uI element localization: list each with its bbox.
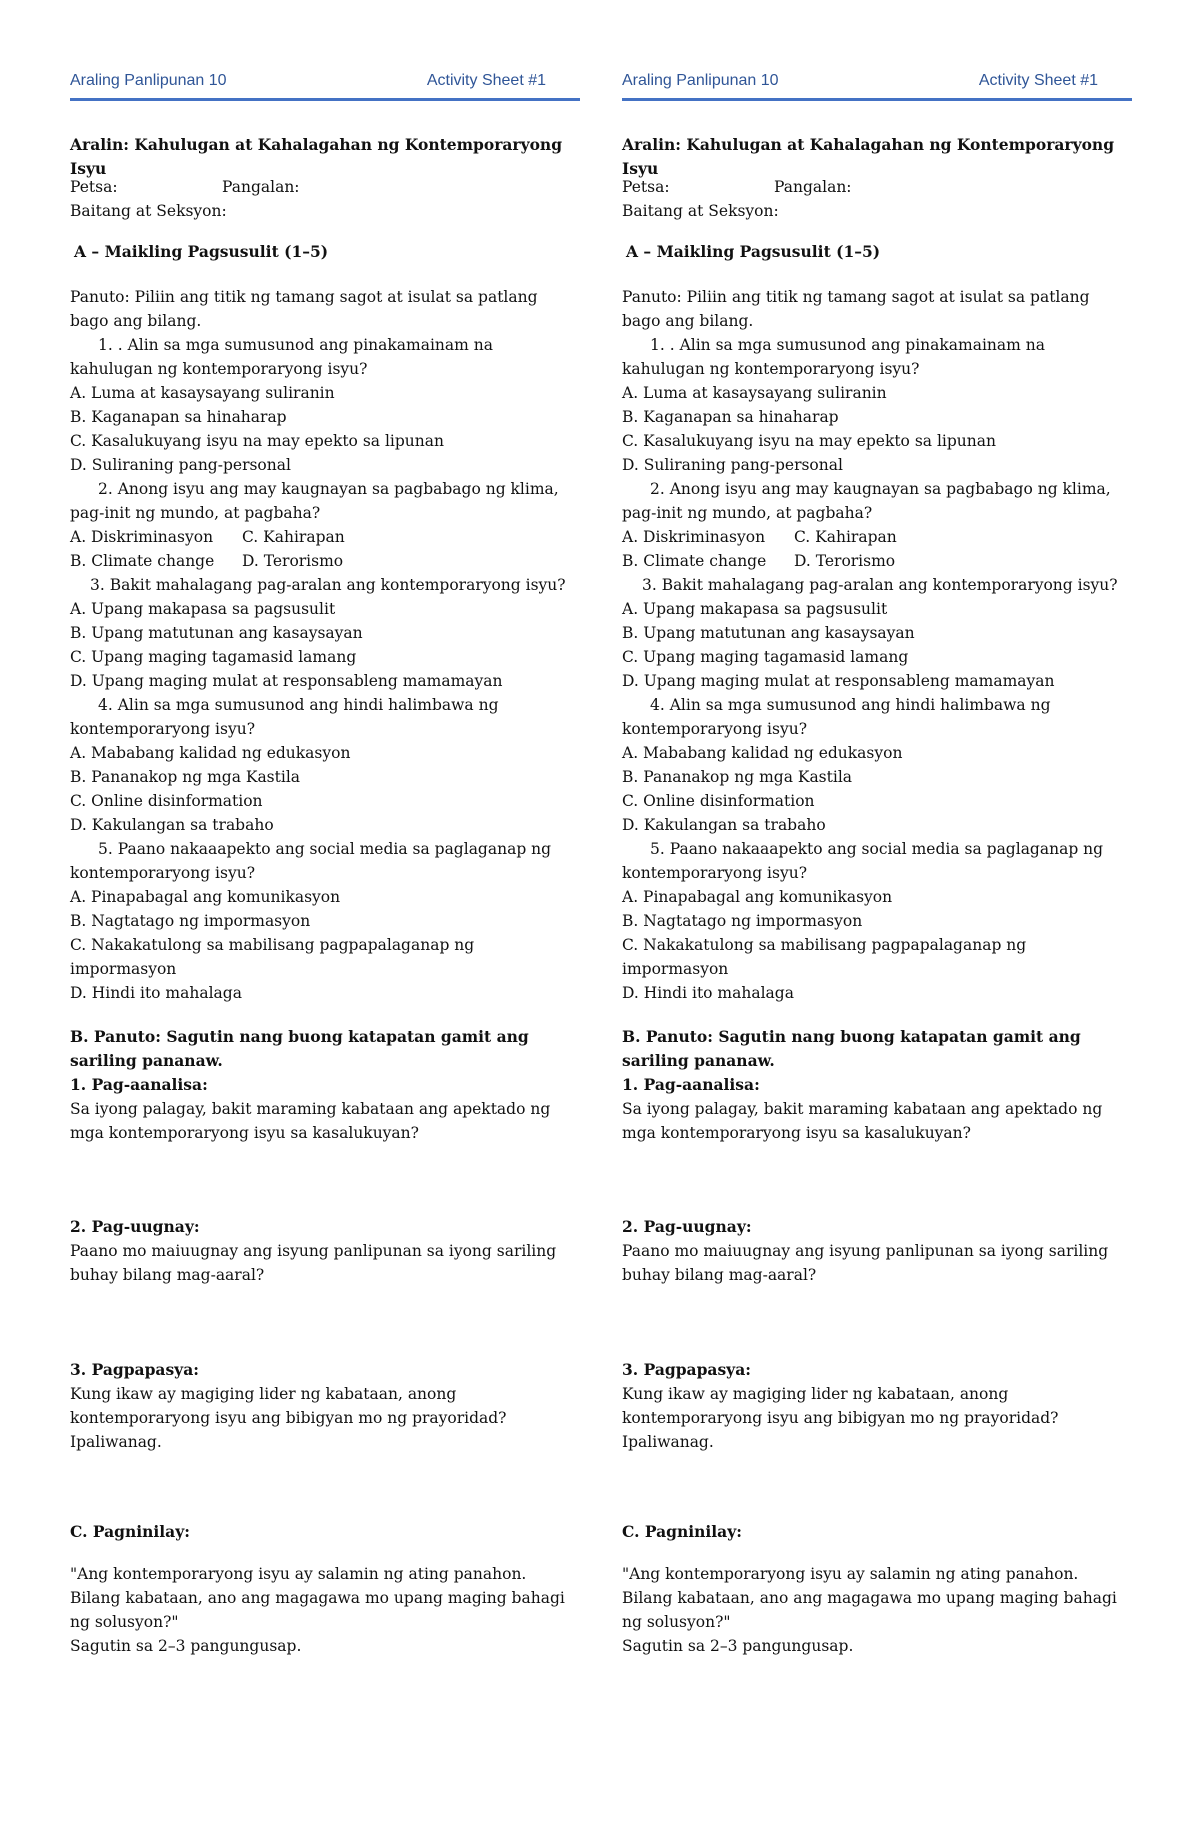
question-stem: 3. Bakit mahalagang pag-aralan ang kontemporaryong isyu?	[642, 576, 1118, 594]
activity-label: Activity Sheet #1	[978, 72, 1098, 89]
item-prompt: Kung ikaw ay magiging lider ng kabataan, anong kontemporaryong isyu ang bibigyan mo ng prayoridad?	[70, 1385, 507, 1427]
section-a-instructions: Panuto: Piliin ang titik ng tamang sagot at isulat sa patlang bago ang bilang.	[622, 288, 1090, 330]
choice: C. Kahirapan	[242, 528, 345, 546]
header-rule	[622, 98, 1132, 101]
question-stem: 1. . Alin sa mga sumusunod ang pinakamainam na kahulugan ng kontemporaryong isyu?	[70, 336, 493, 378]
item-prompt: Kung ikaw ay magiging lider ng kabataan, anong kontemporaryong isyu ang bibigyan mo ng prayoridad?	[622, 1385, 1059, 1427]
choice: C. Online disinformation	[622, 792, 815, 810]
choice: C. Upang maging tagamasid lamang	[70, 648, 357, 666]
choice: D. Suliraning pang-personal	[622, 456, 843, 474]
item-label: 2. Pag-uugnay:	[70, 1217, 200, 1236]
choice: A. Upang makapasa sa pagsusulit	[622, 600, 888, 618]
item-extra: Ipaliwanag.	[70, 1433, 162, 1451]
choice: B. Kaganapan sa hinaharap	[622, 408, 839, 426]
grade-section-label: Baitang at Seksyon:	[70, 202, 227, 220]
choice: C. Kasalukuyang isyu na may epekto sa lipunan	[70, 432, 444, 450]
choice: A. Mababang kalidad ng edukasyon	[70, 744, 351, 762]
choice: D. Hindi ito mahalaga	[70, 984, 242, 1002]
choice: C. Kasalukuyang isyu na may epekto sa lipunan	[622, 432, 996, 450]
question-stem: 5. Paano nakaaapekto ang social media sa paglaganap ng kontemporaryong isyu?	[622, 840, 1104, 882]
activity-label: Activity Sheet #1	[426, 72, 546, 89]
item-label: 2. Pag-uugnay:	[622, 1217, 752, 1236]
section-b-title: B. Panuto: Sagutin nang buong katapatan gamit ang sariling pananaw.	[622, 1027, 1081, 1070]
choice: A. Upang makapasa sa pagsusulit	[70, 600, 336, 618]
item-label: 1. Pag-aanalisa:	[70, 1075, 208, 1094]
choice: A. Diskriminasyon	[622, 528, 766, 546]
section-c	[622, 1520, 1132, 1658]
choice: C. Nakakatulong sa mabilisang pagpapalaganap ng impormasyon	[70, 936, 475, 978]
date-label: Petsa:	[622, 178, 670, 196]
section-b-item-3	[622, 1358, 1132, 1454]
choice: D. Kakulangan sa trabaho	[70, 816, 274, 834]
reflection-quote: "Ang kontemporaryong isyu ay salamin ng ating panahon. Bilang kabataan, ano ang magagawa mo upang maging bahagi ng solusyon?"	[70, 1565, 565, 1631]
page-header	[70, 72, 580, 98]
choice: B. Kaganapan sa hinaharap	[70, 408, 287, 426]
item-prompt: Paano mo maiuugnay ang isyung panlipunan sa iyong sariling buhay bilang mag-aaral?	[622, 1242, 1109, 1284]
choice: A. Pinapabagal ang komunikasyon	[70, 888, 341, 906]
choice: D. Suliraning pang-personal	[70, 456, 291, 474]
section-b-title: B. Panuto: Sagutin nang buong katapatan gamit ang sariling pananaw.	[70, 1027, 529, 1070]
grade-section-label: Baitang at Seksyon:	[622, 202, 779, 220]
choice: B. Climate change	[622, 552, 767, 570]
question-stem: 3. Bakit mahalagang pag-aralan ang kontemporaryong isyu?	[90, 576, 566, 594]
item-prompt: Sa iyong palagay, bakit maraming kabataan ang apektado ng mga kontemporaryong isyu sa kasalukuyan?	[622, 1100, 1103, 1142]
choice: B. Pananakop ng mga Kastila	[70, 768, 301, 786]
choice: B. Climate change	[70, 552, 215, 570]
item-label: 3. Pagpapasya:	[622, 1360, 751, 1379]
choice-row	[622, 549, 1132, 573]
section-b	[70, 1025, 580, 1145]
choice: D. Terorismo	[242, 552, 344, 570]
choice-row	[70, 525, 580, 549]
question-stem: 5. Paano nakaaapekto ang social media sa paglaganap ng kontemporaryong isyu?	[70, 840, 552, 882]
lesson-title: Aralin: Kahulugan at Kahalagahan ng Kontemporaryong Isyu	[622, 135, 1115, 178]
choice: B. Nagtatago ng impormasyon	[622, 912, 863, 930]
choice: A. Pinapabagal ang komunikasyon	[622, 888, 893, 906]
section-a-quiz	[70, 285, 580, 1005]
student-info	[622, 175, 1132, 223]
section-a-title: A – Maikling Pagsusulit (1–5)	[74, 242, 329, 261]
reflection-instruction: Sagutin sa 2–3 pangungusap.	[622, 1637, 854, 1655]
reflection-quote: "Ang kontemporaryong isyu ay salamin ng ating panahon. Bilang kabataan, ano ang magagawa mo upang maging bahagi ng solusyon?"	[622, 1565, 1117, 1631]
choice: D. Hindi ito mahalaga	[622, 984, 794, 1002]
choice-row	[622, 525, 1132, 549]
choice: A. Mababang kalidad ng edukasyon	[622, 744, 903, 762]
question-stem: 1. . Alin sa mga sumusunod ang pinakamainam na kahulugan ng kontemporaryong isyu?	[622, 336, 1045, 378]
choice: C. Upang maging tagamasid lamang	[622, 648, 909, 666]
question-stem: 2. Anong isyu ang may kaugnayan sa pagbabago ng klima, pag-init ng mundo, at pagbaha?	[622, 480, 1111, 522]
choice: B. Upang matutunan ang kasaysayan	[70, 624, 363, 642]
item-label: 1. Pag-aanalisa:	[622, 1075, 760, 1094]
choice: A. Diskriminasyon	[70, 528, 214, 546]
section-c-title: C. Pagninilay:	[70, 1522, 190, 1541]
subject-label: Araling Panlipunan 10	[70, 72, 227, 89]
section-b	[622, 1025, 1132, 1145]
choice: A. Luma at kasaysayang suliranin	[622, 384, 887, 402]
lesson-title: Aralin: Kahulugan at Kahalagahan ng Kontemporaryong Isyu	[70, 135, 563, 178]
choice: B. Pananakop ng mga Kastila	[622, 768, 853, 786]
choice: B. Upang matutunan ang kasaysayan	[622, 624, 915, 642]
header-rule	[70, 98, 580, 101]
choice: D. Terorismo	[794, 552, 896, 570]
choice: A. Luma at kasaysayang suliranin	[70, 384, 335, 402]
section-a-instructions: Panuto: Piliin ang titik ng tamang sagot at isulat sa patlang bago ang bilang.	[70, 288, 538, 330]
section-c	[70, 1520, 580, 1658]
choice-row	[70, 549, 580, 573]
reflection-instruction: Sagutin sa 2–3 pangungusap.	[70, 1637, 302, 1655]
question-stem: 2. Anong isyu ang may kaugnayan sa pagbabago ng klima, pag-init ng mundo, at pagbaha?	[70, 480, 559, 522]
section-b-item-2	[70, 1215, 580, 1287]
question-stem: 4. Alin sa mga sumusunod ang hindi halimbawa ng kontemporaryong isyu?	[622, 696, 1051, 738]
name-label: Pangalan:	[222, 178, 300, 196]
student-info	[70, 175, 580, 223]
section-a-title: A – Maikling Pagsusulit (1–5)	[626, 242, 881, 261]
item-label: 3. Pagpapasya:	[70, 1360, 199, 1379]
choice: C. Nakakatulong sa mabilisang pagpapalaganap ng impormasyon	[622, 936, 1027, 978]
choice: C. Kahirapan	[794, 528, 897, 546]
choice: C. Online disinformation	[70, 792, 263, 810]
subject-label: Araling Panlipunan 10	[622, 72, 779, 89]
name-label: Pangalan:	[774, 178, 852, 196]
choice: D. Upang maging mulat at responsableng mamamayan	[622, 672, 1055, 690]
choice: D. Kakulangan sa trabaho	[622, 816, 826, 834]
section-c-title: C. Pagninilay:	[622, 1522, 742, 1541]
section-b-item-2	[622, 1215, 1132, 1287]
item-prompt: Sa iyong palagay, bakit maraming kabataan ang apektado ng mga kontemporaryong isyu sa kasalukuyan?	[70, 1100, 551, 1142]
item-extra: Ipaliwanag.	[622, 1433, 714, 1451]
section-b-item-3	[70, 1358, 580, 1454]
section-a-quiz	[622, 285, 1132, 1005]
item-prompt: Paano mo maiuugnay ang isyung panlipunan sa iyong sariling buhay bilang mag-aaral?	[70, 1242, 557, 1284]
date-label: Petsa:	[70, 178, 118, 196]
question-stem: 4. Alin sa mga sumusunod ang hindi halimbawa ng kontemporaryong isyu?	[70, 696, 499, 738]
choice: D. Upang maging mulat at responsableng mamamayan	[70, 672, 503, 690]
choice: B. Nagtatago ng impormasyon	[70, 912, 311, 930]
page-header	[622, 72, 1132, 98]
